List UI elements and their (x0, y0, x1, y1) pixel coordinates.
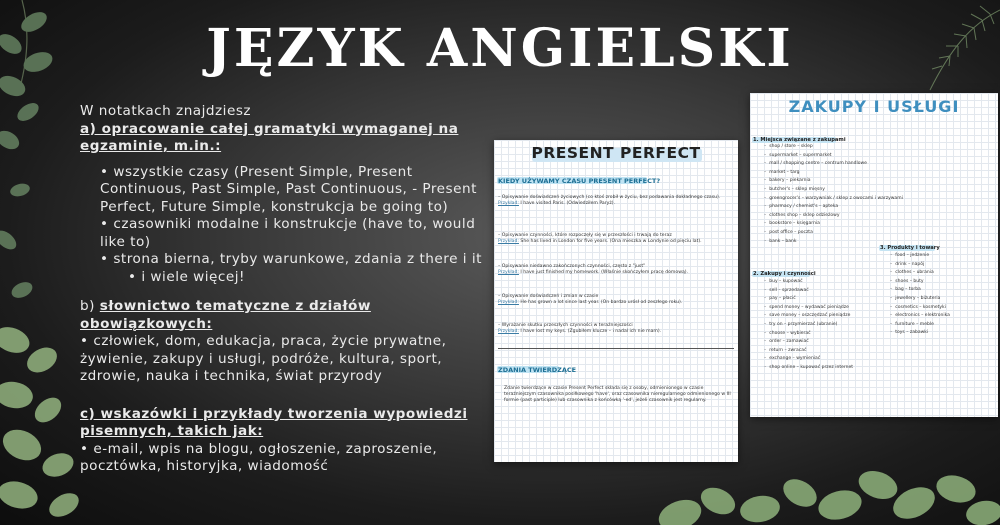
section-a-bullet: • czasowniki modalne i konstrukcje (have to, would like to) (100, 216, 476, 250)
vocab-item: – shoes – buty (890, 278, 994, 287)
vocab-item: – exchange – wymieniać (764, 355, 884, 364)
example-text: I have visited Paris. (Odwiedziłem Paryż). (518, 201, 615, 207)
vocab-item: – sell – sprzedawać (764, 287, 884, 296)
rule-item (498, 294, 734, 306)
vocab-item: – greengrocer's – warzywniak / sklep z owocami i warzywami (764, 195, 994, 204)
vocab-item: – buy – kupować (764, 278, 884, 287)
example-label: Przykład: (498, 239, 519, 245)
vocab-item: – bank – bank (764, 238, 994, 247)
intro-text: W notatkach znajdziesz (80, 103, 252, 119)
vocab-item: – order – zamawiać (764, 338, 884, 347)
vocab-item: – drink – napój (890, 261, 994, 270)
affirmative-heading: ZDANIA TWIERDZĄCE (498, 366, 577, 374)
vocab-item: – supermarket – supermarket (764, 152, 994, 161)
rule-text: – Opisywanie doświadczeń życiowych (co ktoś zrobił w życiu, bez podawania dokładnego czasu). (498, 195, 721, 200)
example-text: I have lost my keys. (Zgubiłem klucze – i nadal ich nie mam). (518, 329, 662, 335)
vocab-item: – try on – przymierzać (ubranie) (764, 321, 884, 330)
vocab-list (764, 278, 884, 373)
zakupy-group-heading: 2. Zakupy i czynności (753, 271, 816, 277)
vocab-item: – cosmetics – kosmetyki (890, 304, 994, 313)
vocab-item: – shop / store – sklep (764, 143, 994, 152)
example-label: Przykład: (498, 329, 519, 335)
example-text: She has lived in London for five years. (Ona mieszka w Londynie od pięciu lat). (518, 239, 702, 245)
vocab-item: – spend money – wydawać pieniądze (764, 304, 884, 313)
rule-item (498, 195, 734, 207)
section-a-list (80, 164, 490, 287)
present-perfect-title: PRESENT PERFECT (531, 144, 701, 162)
vocab-item: – furniture – meble (890, 321, 994, 330)
example-label: Przykład: (498, 201, 519, 207)
vocab-item: – mall / shopping centre – centrum handlowe (764, 160, 994, 169)
vocab-item: – bakery – piekarnia (764, 177, 994, 186)
section-c-body: • e-mail, wpis na blogu, ogłoszenie, zaproszenie, pocztówka, historyjka, wiadomość (80, 440, 438, 474)
section-c-heading: c) wskazówki i przykłady tworzenia wypowiedzi pisemnych, takich jak: (80, 405, 468, 439)
zakupy-note-preview (750, 93, 998, 417)
vocab-item: – clothes shop – sklep odzieżowy (764, 212, 994, 221)
example-label: Przykład: (498, 300, 519, 306)
vocab-item: – market – targ (764, 169, 994, 178)
present-perfect-usage-heading: KIEDY UŻYWAMY CZASU PRESENT PERFECT? (498, 177, 661, 185)
present-perfect-note-preview (494, 140, 738, 462)
rule-text: – Opisywanie czynności, które rozpoczęły się w przeszłości i trwają do teraz (498, 233, 672, 238)
vocab-item: – bookstore – księgarnia (764, 220, 994, 229)
vocab-item: – pay – płacić (764, 295, 884, 304)
rule-text: – Opisywanie niedawno zakończonych czynności, często z "just" (498, 264, 646, 269)
vocab-item: – toys – zabawki (890, 329, 994, 338)
section-divider (498, 348, 734, 349)
zakupy-title: ZAKUPY I USŁUGI (788, 97, 960, 116)
vocab-list (764, 143, 994, 246)
zakupy-group-heading: 3. Produkty i towary (880, 245, 940, 251)
section-a-bullet: • wszystkie czasy (Present Simple, Present Continuous, Past Simple, Past Continuous, - Present Perfect, Future Simple, konstrukcja be going to) (100, 163, 477, 215)
vocab-list (890, 252, 994, 338)
rule-text: – Opisywanie doświadczeń i zmian w czasie (498, 294, 599, 299)
rule-item (498, 264, 734, 276)
vocab-item: – electronics – elektronika (890, 312, 994, 321)
vocab-item: – butcher's – sklep mięsny (764, 186, 994, 195)
section-b-body: • człowiek, dom, edukacja, praca, życie prywatne, żywienie, zakupy i usługi, podróże, kultura, sport, zdrowie, nauka i technika, świat przyrody (80, 333, 447, 384)
vocab-item: – pharmacy / chemist's – apteka (764, 203, 994, 212)
example-label: Przykład: (498, 270, 519, 276)
vocab-item: – choose – wybierać (764, 330, 884, 339)
example-text: I have just finished my homework. (Właśnie skończyłem pracę domową). (518, 270, 689, 276)
vocab-item: – shop online – kupować przez internet (764, 364, 884, 373)
vocab-item: – post office – poczta (764, 229, 994, 238)
vocab-item: – return – zwracać (764, 347, 884, 356)
vocab-item: – jewellery – biżuteria (890, 295, 994, 304)
rule-item (498, 233, 734, 245)
vocab-item: – food – jedzenie (890, 252, 994, 261)
page-title: JĘZYK ANGIELSKI (206, 18, 794, 79)
section-a-heading: a) opracowanie całej gramatyki wymaganej na egzaminie, m.in.: (80, 120, 459, 154)
section-a-bullet: • strona bierna, tryby warunkowe, zdania z there i it (100, 251, 482, 267)
section-b-prefix: b) (80, 298, 100, 314)
affirmative-rule: Zdanie twierdzące w czasie Present Perfect składa się z osoby, odmienionego w czasie teraźniejszym czasownika posiłkowego 'have', oraz czasownika nieregularnego odmienionego w III formie (past participle) lub czasownika z końcówką '-ed', jeżeli czasownik jest regularny. (504, 386, 731, 404)
vocab-item: – save money – oszczędzać pieniądze (764, 312, 884, 321)
vocab-item: – bag – torba (890, 286, 994, 295)
section-a-sub-bullet: • i wiele więcej! (128, 268, 245, 285)
notes-description (80, 103, 490, 476)
vocab-item: – clothes – ubrania (890, 269, 994, 278)
section-b-heading: słownictwo tematyczne z działów obowiązkowych: (80, 298, 371, 332)
rule-item (498, 323, 734, 335)
section-b-heading-line (80, 298, 490, 333)
zakupy-group-heading: 1. Miejsca związane z zakupami (753, 137, 846, 143)
example-text: He has grown a lot since last year. (On bardzo urósł od zeszłego roku). (518, 300, 683, 306)
rule-text: – Wyrażanie skutku przeszłych czynności w teraźniejszości (498, 323, 633, 328)
